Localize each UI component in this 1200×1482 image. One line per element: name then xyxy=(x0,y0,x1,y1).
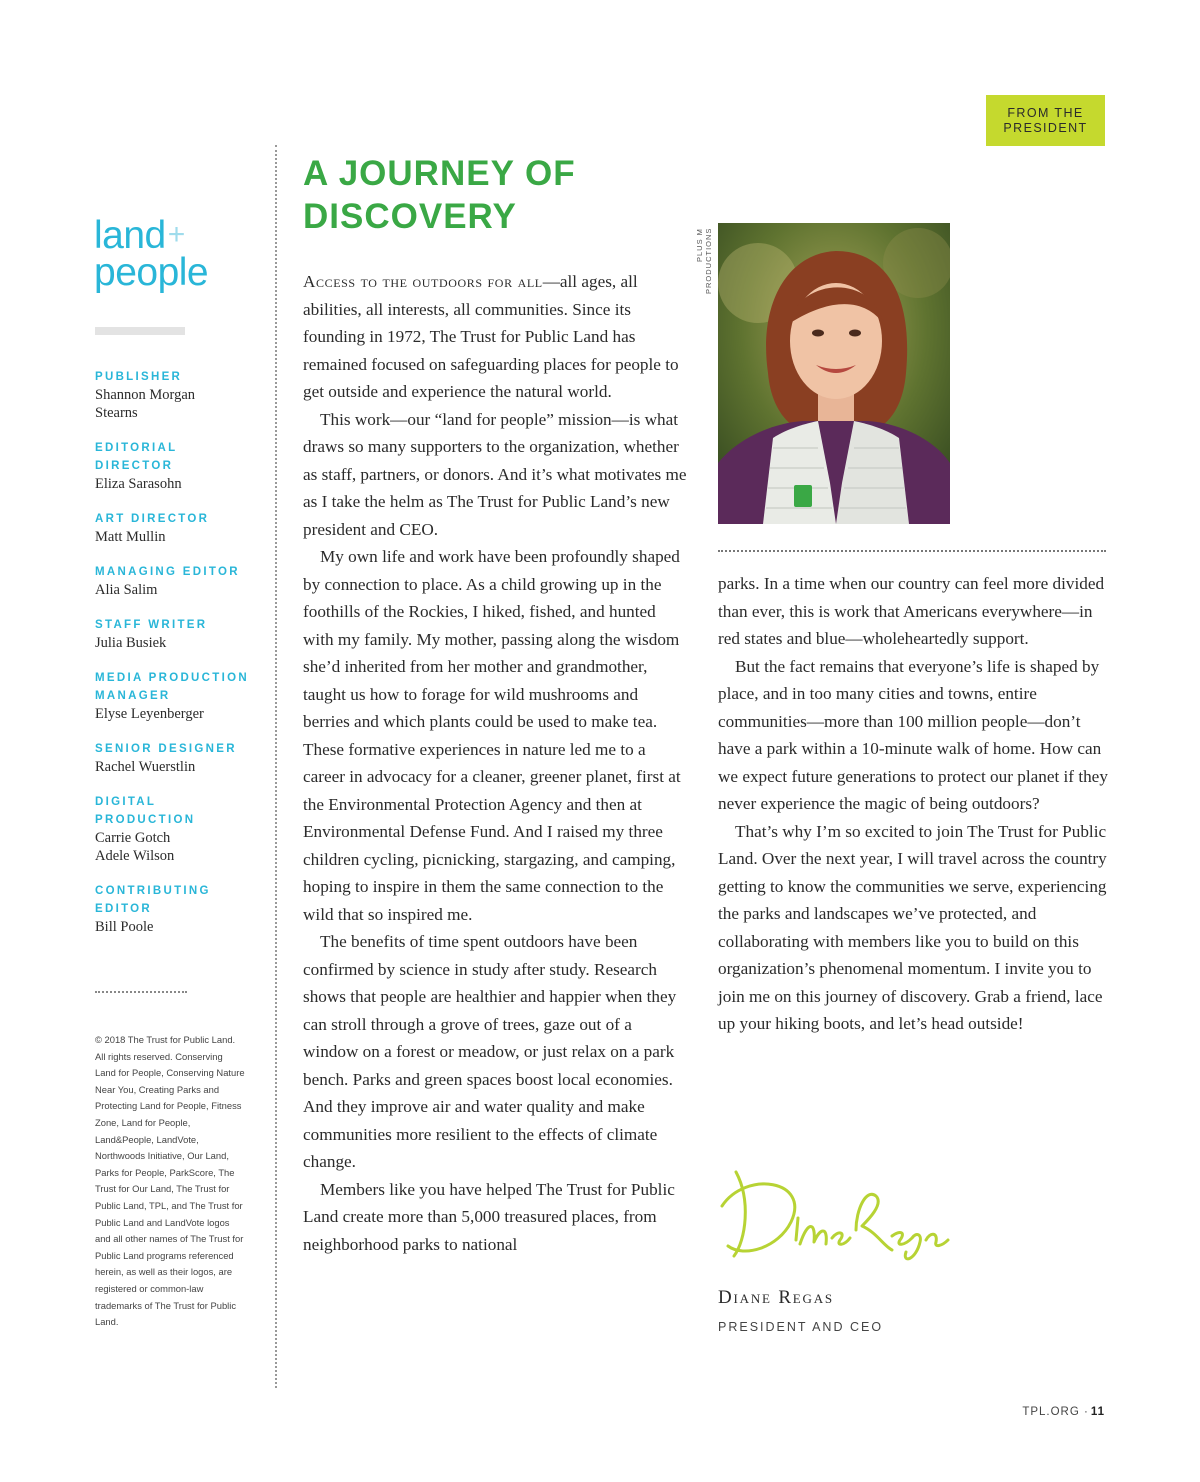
staff-name: Elyse Leyenberger xyxy=(95,706,204,722)
staff-entry xyxy=(95,439,260,493)
staff-role: MANAGING EDITOR xyxy=(95,566,240,578)
staff-name: Adele Wilson xyxy=(95,848,175,864)
author-name: Diane Regas xyxy=(718,1287,834,1308)
staff-entry xyxy=(95,368,260,422)
paragraph-3: My own life and work have been profoundly shaped by connection to place. As a child growing up in the foothills of the Rockies, I hiked, fished, and hunted with my family. My mother, passing along the wisdom she’d inherited from her mother and grandmother, taught us how to forage for wild mushrooms and berries and which plants could be used to make tea. These formative experiences in nature led me to a career in advocacy for a cleaner, greener planet, first at the Environmental Protection Agency and then at Environmental Defense Fund. And I raised my three children cycling, picnicking, stargazing, and camping, hoping to inspire in them the same connection to the wild that so inspired me. xyxy=(303,547,681,924)
page-number: 11 xyxy=(1090,1406,1105,1418)
staff-role: CONTRIBUTING EDITOR xyxy=(95,885,211,915)
column-divider xyxy=(275,145,277,1388)
staff-entry xyxy=(95,793,260,865)
land-people-logo xyxy=(94,214,209,294)
staff-list xyxy=(95,368,260,953)
staff-role: SENIOR DESIGNER xyxy=(95,743,237,755)
staff-role: ART DIRECTOR xyxy=(95,513,210,525)
paragraph-6: parks. In a time when our country can feel more divided than ever, this is work that Americans everywhere—in red states and blue—wholeheartedly support. xyxy=(718,574,1105,648)
paragraph-1-text: —all ages, all abilities, all interests, all communities. Since its founding in 1972, The Trust for Public Land has remained focused on safeguarding places for people to get outside and experience the natural world. xyxy=(303,272,679,401)
staff-entry xyxy=(95,563,260,599)
badge-line-1: FROM THE xyxy=(1007,105,1084,120)
portrait-photo xyxy=(718,223,950,524)
page-folio xyxy=(1020,1406,1105,1418)
staff-name: Carrie Gotch xyxy=(95,830,171,846)
staff-name: Stearns xyxy=(95,405,138,421)
legal-notice: © 2018 The Trust for Public Land. All rights reserved. Conserving Land for People, Conserving Nature Near You, Creating Parks and Protecting Land for People, Fitness Zone, Land for People, Land&People, LandVote, Northwoods Initiative, Our Land, Parks for People, ParkScore, The Trust for Our Land, The Trust for Public Land, TPL, and The Trust for Public Land and LandVote logos and all other names of The Trust for Public Land programs referenced herein, as well as their logos, are registered or common-law trademarks of The Trust for Public Land. xyxy=(95,1034,245,1328)
section-badge xyxy=(986,95,1105,146)
logo-word-people: people xyxy=(94,251,209,294)
article-column-2 xyxy=(718,570,1108,1038)
article-title: A JOURNEY OF DISCOVERY xyxy=(303,154,576,236)
portrait-illustration xyxy=(718,223,950,524)
article-column-1 xyxy=(303,268,688,1258)
staff-entry xyxy=(95,510,260,546)
staff-role: EDITORIAL DIRECTOR xyxy=(95,442,178,472)
paragraph-1 xyxy=(303,268,688,406)
logo-plus: + xyxy=(167,218,185,251)
folio-site: TPL.ORG · xyxy=(1022,1406,1089,1418)
staff-role: PUBLISHER xyxy=(95,371,183,383)
photo-divider xyxy=(718,550,1106,552)
staff-name: Matt Mullin xyxy=(95,529,166,545)
signature xyxy=(716,1160,956,1270)
paragraph-2: This work—our “land for people” mission—is what draws so many supporters to the organization, whether as staff, partners, or donors. And it’s what motivates me as I take the helm as The Trust for Public Land’s new president and CEO. xyxy=(303,409,687,539)
staff-name: Julia Busiek xyxy=(95,635,167,651)
logo-word-land: land xyxy=(94,214,166,257)
staff-role: MEDIA PRODUCTION MANAGER xyxy=(95,672,249,702)
staff-name: Alia Salim xyxy=(95,582,158,598)
logo-rule xyxy=(95,327,185,335)
author-title: PRESIDENT AND CEO xyxy=(718,1320,884,1334)
staff-name: Shannon Morgan xyxy=(95,387,196,403)
staff-name: Rachel Wuerstlin xyxy=(95,759,196,775)
staff-name: Bill Poole xyxy=(95,919,154,935)
paragraph-7: But the fact remains that everyone’s life is shaped by place, and in too many cities and towns, entire communities—more than 100 million people—don’t have a park within a 10-minute walk of home. How can we expect future generations to protect our planet if they never experience the magic of being outdoors? xyxy=(718,656,1108,813)
staff-entry xyxy=(95,669,260,723)
staff-role: STAFF WRITER xyxy=(95,619,208,631)
staff-entry xyxy=(95,740,260,776)
photo-credit: PLUS M PRODUCTIONS xyxy=(695,228,713,295)
paragraph-4: The benefits of time spent outdoors have been confirmed by science in study after study. Research shows that people are healthier and happier when they can stroll through a grove of trees, gaze out of a window on a forest or meadow, or just relax on a park bench. Parks and green spaces boost local economies. And they improve air and water quality and make communities more resilient to the effects of climate change. xyxy=(303,932,677,1171)
staff-role: DIGITAL PRODUCTION xyxy=(95,796,196,826)
signature-graphic xyxy=(716,1160,956,1270)
paragraph-8: That’s why I’m so excited to join The Trust for Public Land. Over the next year, I will travel across the country getting to know the communities we serve, experiencing the parks and landscapes we’ve protected, and collaborating with members like you to build on this organization’s phenomenal momentum. I invite you to join me on this journey of discovery. Grab a friend, lace up your hiking boots, and let’s head outside! xyxy=(718,821,1107,1033)
staff-name: Eliza Sarasohn xyxy=(95,476,182,492)
staff-entry xyxy=(95,882,260,936)
badge-line-2: PRESIDENT xyxy=(1003,120,1088,135)
staff-divider xyxy=(95,991,187,993)
paragraph-5: Members like you have helped The Trust for Public Land create more than 5,000 treasured places, from neighborhood parks to national xyxy=(303,1179,675,1254)
lead-in: Access to the outdoors for all xyxy=(303,272,543,291)
staff-entry xyxy=(95,616,260,652)
